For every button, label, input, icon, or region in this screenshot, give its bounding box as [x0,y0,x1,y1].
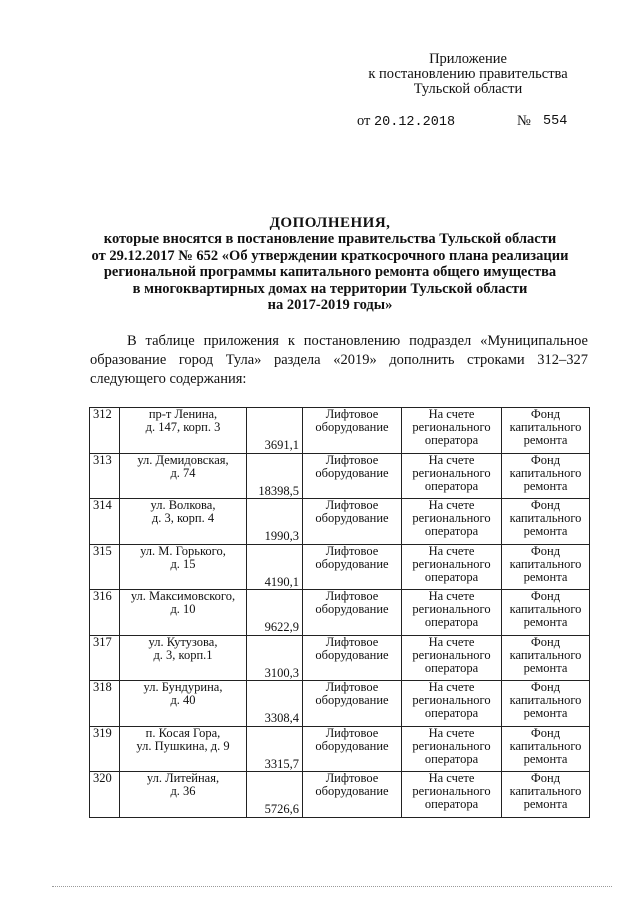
work-type-line: оборудование [315,420,389,435]
address-line: ул. Волкова, [150,498,216,512]
table-row [90,681,590,727]
address-cell [120,681,247,727]
work-type-line: оборудование [315,647,389,662]
funding-cell [502,681,590,727]
work-type-line: оборудование [315,511,389,526]
account-line: оператора [424,751,479,766]
table-row [90,453,590,499]
appendix-header [330,52,606,97]
address-cell [120,408,247,454]
account-line: регионального [412,738,491,753]
repair-table [89,407,590,818]
row-number: 312 [93,407,112,421]
table-row [90,408,590,454]
area-cell [247,772,303,818]
address-cell [120,544,247,590]
account-line: На счете [428,725,475,740]
account-cell [402,499,502,545]
funding-line: Фонд [530,452,561,467]
work-type-line: Лифтовое [325,407,379,421]
address-line: д. 3, корп.1 [153,647,213,662]
funding-line: ремонта [523,569,568,584]
account-cell [402,772,502,818]
work-type-cell [303,408,402,454]
appendix-line: Тульской области [413,81,523,97]
work-type-line: оборудование [315,556,389,571]
work-type-line: оборудование [315,738,389,753]
funding-line: капитального [509,602,582,617]
address-line: ул. М. Горького, [140,543,226,558]
account-line: оператора [424,524,479,539]
account-line: регионального [412,647,491,662]
row-number: 320 [93,771,112,785]
address-line: д. 147, корп. 3 [145,420,221,435]
area-value: 3308,4 [264,711,299,726]
address-line: ул. Демидовская, [137,452,229,467]
account-line: На счете [428,589,475,603]
funding-line: Фонд [530,498,561,512]
area-cell [247,726,303,772]
account-line: регионального [412,556,491,571]
title-line: региональной программы капитального ремонта общего имущества [103,264,557,281]
row-number-cell [90,590,120,636]
funding-cell [502,590,590,636]
funding-line: капитального [509,784,582,799]
account-line: регионального [412,784,491,799]
address-line: п. Косая Гора, [145,725,221,740]
account-line: На счете [428,771,475,785]
area-cell [247,499,303,545]
address-cell [120,499,247,545]
row-number: 319 [93,725,112,740]
funding-cell [502,635,590,681]
work-type-line: Лифтовое [325,543,379,558]
row-number-cell [90,681,120,727]
row-number: 315 [93,543,112,558]
address-cell [120,726,247,772]
row-number: 318 [93,680,112,694]
account-cell [402,635,502,681]
appendix-line: к постановлению правительства [368,66,568,82]
account-cell [402,726,502,772]
account-cell [402,408,502,454]
funding-line: капитального [509,738,582,753]
account-line: оператора [424,660,479,675]
row-number: 317 [93,634,112,649]
funding-line: ремонта [523,751,568,766]
account-line: На счете [428,634,475,649]
document-title [60,215,600,313]
work-type-line: оборудование [315,784,389,799]
area-value: 3315,7 [264,756,299,771]
address-line: ул. Максимовского, [130,589,236,603]
funding-line: ремонта [523,615,568,630]
funding-line: Фонд [530,543,561,558]
title-main: ДОПОЛНЕНИЯ, [269,215,391,231]
funding-line: Фонд [530,589,561,603]
address-line: ул. Литейная, [146,771,220,785]
funding-line: Фонд [530,771,561,785]
work-type-line: Лифтовое [325,589,379,603]
account-line: На счете [428,680,475,694]
account-line: оператора [424,433,479,448]
table-row [90,544,590,590]
number-label: № [517,113,531,129]
address-line: ул. Кутузова, [148,634,218,649]
address-cell [120,772,247,818]
funding-line: Фонд [530,407,561,421]
account-line: На счете [428,498,475,512]
account-line: На счете [428,543,475,558]
funding-line: ремонта [523,706,568,721]
account-cell [402,590,502,636]
account-line: оператора [424,615,479,630]
funding-cell [502,453,590,499]
row-number-cell [90,635,120,681]
area-value: 1990,3 [264,529,299,544]
address-line: д. 3, корп. 4 [151,511,215,526]
account-cell [402,453,502,499]
funding-line: ремонта [523,797,568,812]
funding-line: ремонта [523,478,568,493]
funding-cell [502,726,590,772]
title-line: которые вносятся в постановление правительства Тульской области [103,231,557,248]
row-number: 314 [93,498,112,512]
area-value: 3100,3 [264,665,299,680]
account-line: На счете [428,407,475,421]
account-line: оператора [424,478,479,493]
funding-cell [502,544,590,590]
work-type-cell [303,726,402,772]
area-value: 4190,1 [264,574,299,589]
document-date: 20.12.2018 [374,115,456,130]
title-line: в многоквартирных домах на территории Тульской области [132,280,528,297]
scan-footer-line [52,886,612,889]
table-row [90,590,590,636]
work-type-line: оборудование [315,602,389,617]
address-cell [120,590,247,636]
table-row [90,635,590,681]
account-line: оператора [424,569,479,584]
funding-line: ремонта [523,433,568,448]
area-value: 3691,1 [264,438,299,453]
funding-line: капитального [509,420,582,435]
account-line: регионального [412,602,491,617]
address-line: д. 40 [170,693,196,708]
funding-cell [502,408,590,454]
address-cell [120,453,247,499]
work-type-cell [303,681,402,727]
work-type-line: Лифтовое [325,680,379,694]
funding-line: Фонд [530,725,561,740]
document-date-line [357,113,568,130]
area-cell [247,408,303,454]
account-line: оператора [424,797,479,812]
address-line: д. 15 [170,556,196,571]
row-number-cell [90,453,120,499]
account-line: оператора [424,706,479,721]
row-number-cell [90,408,120,454]
area-value: 18398,5 [258,483,299,498]
funding-line: капитального [509,511,582,526]
work-type-cell [303,772,402,818]
area-cell [247,453,303,499]
row-number: 313 [93,452,112,467]
address-line: д. 36 [170,784,196,799]
account-line: регионального [412,465,491,480]
area-cell [247,544,303,590]
area-cell [247,681,303,727]
work-type-line: оборудование [315,465,389,480]
work-type-cell [303,544,402,590]
area-cell [247,635,303,681]
funding-line: капитального [509,465,582,480]
account-cell [402,544,502,590]
row-number-cell [90,544,120,590]
address-line: д. 74 [170,465,196,480]
work-type-line: Лифтовое [325,498,379,512]
address-line: пр-т Ленина, [148,407,218,421]
work-type-cell [303,499,402,545]
address-line: ул. Бундурина, [143,680,223,694]
address-line: ул. Пушкина, д. 9 [136,738,230,753]
work-type-line: Лифтовое [325,634,379,649]
account-line: регионального [412,420,491,435]
area-value: 5726,6 [264,802,299,817]
title-line: на 2017-2019 годы» [267,297,393,314]
funding-cell [502,499,590,545]
date-prefix: от [357,113,371,129]
row-number: 316 [93,589,112,603]
row-number-cell [90,726,120,772]
account-line: регионального [412,511,491,526]
funding-line: ремонта [523,660,568,675]
funding-cell [502,772,590,818]
body-paragraph: В таблице приложения к постановлению подраздел «Муниципальное образование город Тула» раздела «2019» дополнить строками 312–327 следующего содержания: [90,333,588,387]
table-row [90,499,590,545]
work-type-cell [303,635,402,681]
area-cell [247,590,303,636]
document-number: 554 [543,114,568,129]
row-number-cell [90,772,120,818]
work-type-cell [303,590,402,636]
funding-line: Фонд [530,634,561,649]
funding-line: ремонта [523,524,568,539]
address-cell [120,635,247,681]
table-row [90,772,590,818]
appendix-line: Приложение [429,51,507,67]
row-number-cell [90,499,120,545]
work-type-line: Лифтовое [325,725,379,740]
table-row [90,726,590,772]
area-value: 9622,9 [264,620,299,635]
funding-line: капитального [509,556,582,571]
account-line: регионального [412,693,491,708]
account-cell [402,681,502,727]
work-type-line: оборудование [315,693,389,708]
funding-line: капитального [509,647,582,662]
funding-line: капитального [509,693,582,708]
title-line: от 29.12.2017 № 652 «Об утверждении краткосрочного плана реализации [91,247,569,264]
work-type-cell [303,453,402,499]
account-line: На счете [428,452,475,467]
funding-line: Фонд [530,680,561,694]
work-type-line: Лифтовое [325,771,379,785]
work-type-line: Лифтовое [325,452,379,467]
address-line: д. 10 [170,602,196,617]
